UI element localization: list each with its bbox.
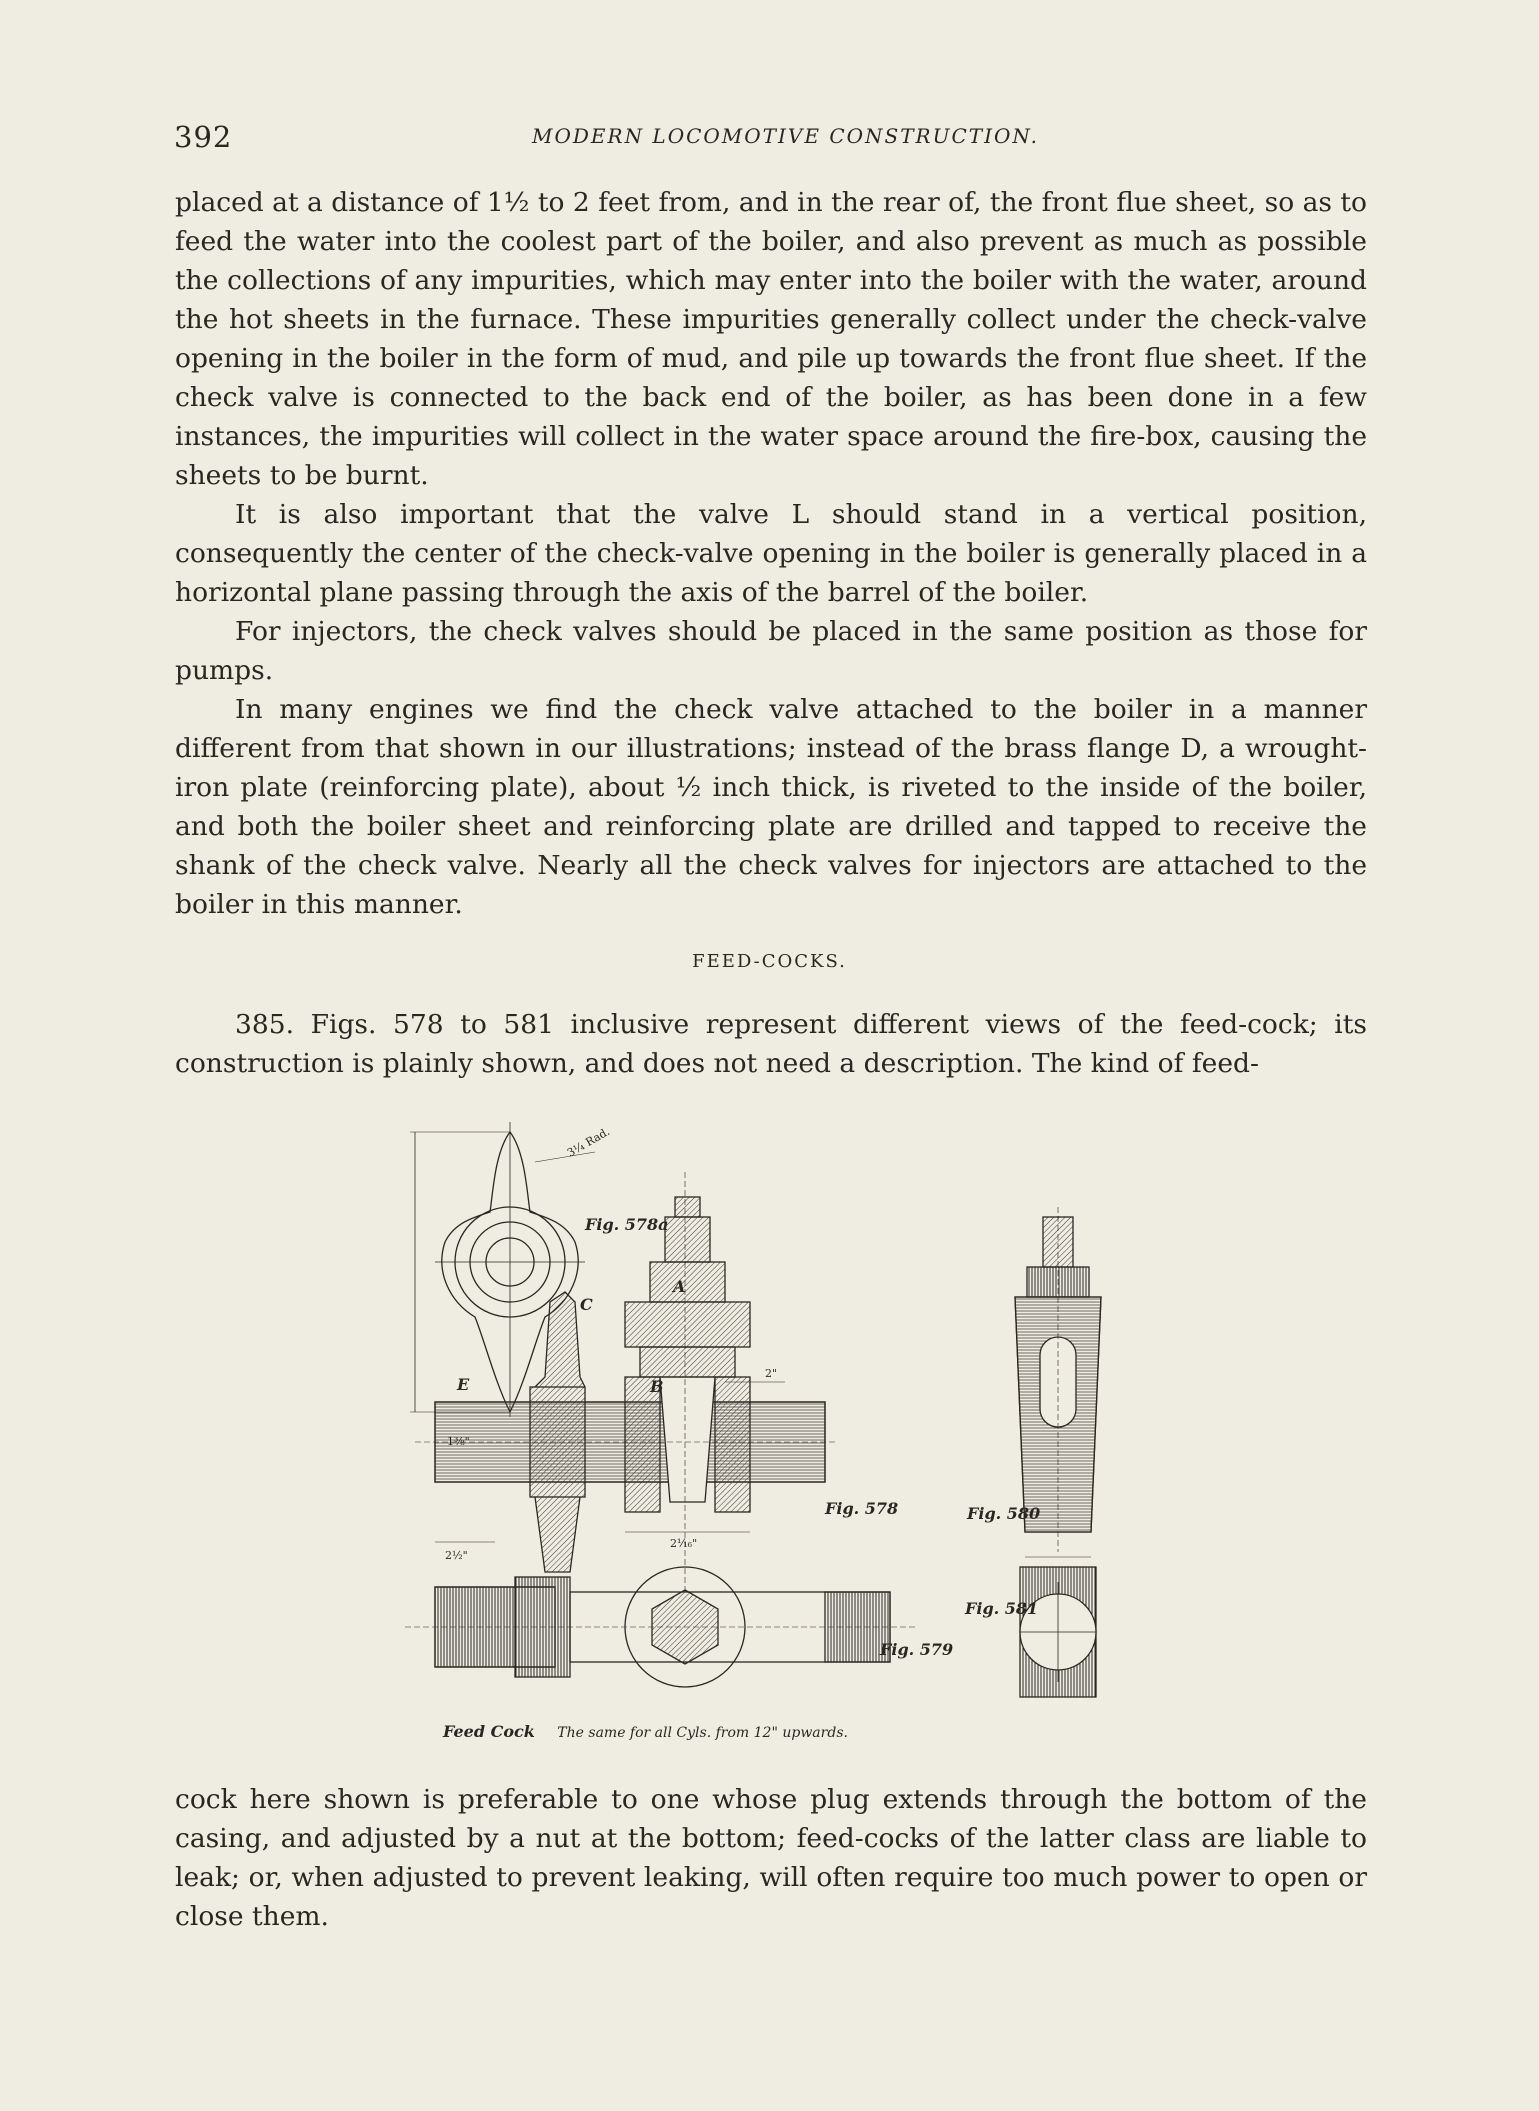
fig-579-label: Fig. 579 [880,1640,954,1659]
section-heading: FEED-COCKS. [692,951,847,972]
feed-cock-drawing [395,1112,1175,1722]
caption-note: The same for all Cyls. from 12" upwards. [557,1725,848,1741]
paragraph: 385. Figs. 578 to 581 inclusive represent different views of the feed-cock; its construction is plainly shown, and does not need a description. The kind of feed- [175,1009,1367,1079]
paragraph: cock here shown is preferable to one whose plug extends through the bottom of the casing, and adjusted by a nut at the bottom; feed-cocks of the latter class are liable to leak; or, when adjusted to prevent leaking, will often require too much power to open or close them. [175,1784,1367,1932]
letter-b: B [650,1377,664,1396]
fig-578a-label: Fig. 578a [585,1215,669,1234]
fig-579-drawing [405,1567,915,1687]
feed-cock-figure [395,1112,1175,1726]
dim-2-half: 2½" [445,1549,468,1562]
dim-2: 2" [765,1367,778,1380]
paragraph: It is also important that the valve L should stand in a vertical position, consequently the center of the check-valve opening in the boiler is generally placed in a horizontal plane passing through the axis of the barrel of the boiler. [175,499,1367,608]
dim-rad: 3¼ Rad. [565,1124,613,1160]
dim-2-1-16: 2⅟₁₆" [670,1537,698,1550]
figure-caption [443,1722,848,1741]
fig-581-label: Fig. 581 [965,1599,1039,1618]
paragraph: In many engines we find the check valve attached to the boiler in a manner different from that shown in our illustrations; instead of the brass flange D, a wrought-iron plate (reinforcing plate), about ½ inch thick, is riveted to the inside of the boiler, and both the boiler sheet and reinforcing plate are drilled and tapped to receive the shank of the check valve. Nearly all the check valves for injectors are attached to the boiler in this manner. [175,694,1367,920]
caption-title: Feed Cock [443,1722,535,1741]
fig-578-drawing [415,1172,835,1592]
page-number: 392 [174,120,233,154]
fig-581-drawing [1020,1567,1096,1697]
paragraph: placed at a distance of 1½ to 2 feet from, and in the rear of, the front flue sheet, so as to feed the water into the coolest part of the boiler, and also prevent as much as possible the collections of any impurities, which may enter into the boiler with the water, around the hot sheets in the furnace. These impurities generally collect under the check-valve opening in the boiler in the form of mud, and pile up towards the front flue sheet. If the check valve is connected to the back end of the boiler, as has been done in a few instances, the impurities will collect in the water space around the fire-box, causing the sheets to be burnt. [175,187,1367,491]
paragraph: For injectors, the check valves should be placed in the same position as those for pumps. [175,616,1367,686]
letter-a: A [673,1277,686,1296]
body-text-bottom [175,1780,1367,1936]
dim-1-3-8: 1⅜" [447,1435,470,1448]
body-text-top [175,183,1367,924]
fig-578-label: Fig. 578 [825,1499,899,1518]
letter-e: E [457,1375,470,1394]
body-text-385 [175,1005,1367,1083]
fig-580-label: Fig. 580 [967,1504,1041,1523]
letter-c: C [580,1295,593,1314]
running-title: MODERN LOCOMOTIVE CONSTRUCTION. [532,124,1039,148]
